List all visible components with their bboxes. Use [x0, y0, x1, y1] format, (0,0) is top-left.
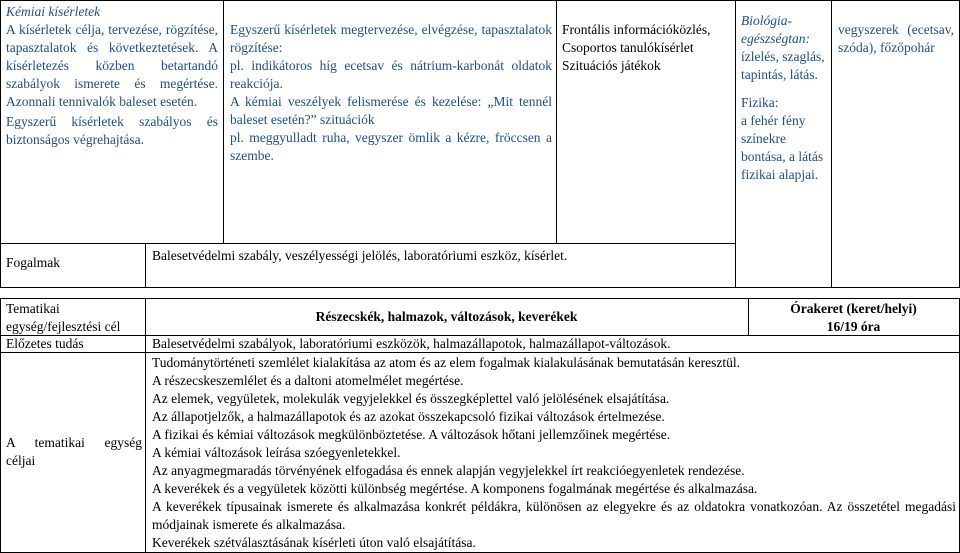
col1-heading: Kémiai kísérletek — [6, 4, 101, 19]
col1-text2: Egyszerű kísérletek szabályos és biztonságos végrehajtása. — [6, 114, 218, 147]
col2-line2: pl. indikátoros híg ecetsav és nátrium-karbonát oldatok reakciója. — [230, 58, 552, 91]
tematikai-label: Tematikai egység/fejlesztési cél — [6, 301, 121, 334]
fogalmak-divider — [145, 243, 146, 287]
unit-title: Részecskék, halmazok, változások, keverékek — [315, 309, 578, 324]
col2-content — [230, 21, 552, 165]
fogalmak-text: Balesetvédelmi szabály, veszélyességi jelölés, laboratóriumi eszköz, kísérlet. — [152, 248, 568, 263]
col3-line-2: Szituációs játékok — [562, 58, 661, 73]
goal-item: Tudománytörténeti szemlélet kialakítása az atom és az elem fogalmak kialakulásának bemutatásán keresztül. — [152, 355, 741, 370]
top-border — [0, 0, 960, 1]
col1-text1: A kísérletek célja, tervezése, rögzítése, tapasztalatok és következtetések. A kísérletezés közben betartandó szabályok ismerete és megértése. Azonnali tennivalók baleset esetén. — [6, 22, 218, 109]
goal-item: A kémiai változások leírása szóegyenletekkel. — [152, 445, 401, 460]
top-col-divider-4 — [831, 0, 832, 287]
elozetes-label: Előzetes tudás — [6, 336, 84, 351]
goal-item: Az elemek, vegyületek, molekulák vegyjelekkel és összegképlettel való jelölésének elsajátítása. — [152, 391, 670, 406]
goal-item: Keverékek szétválasztásának kísérleti úton való elsajátítása. — [152, 535, 476, 550]
bottom-top-border — [0, 298, 960, 299]
top-col-divider-3 — [735, 0, 736, 287]
col5-content: vegyszerek (ecetsav, szóda), főzőpohár — [838, 22, 954, 55]
fogalmak-label: Fogalmak — [6, 255, 60, 270]
goal-item: A részecskeszemlélet és a daltoni atomelmélet megértése. — [152, 373, 464, 388]
col3-content — [562, 21, 732, 75]
goal-item: A keverékek típusainak ismerete és alkalmazása konkrét példákra, különösen az elegyekre és az oldatokra vonatkozóan. Az összetétel megadási módjainak ismerete és alkalmazása. — [152, 499, 956, 532]
bottom-label-divider — [145, 298, 146, 553]
top-table-bottom-border — [0, 287, 960, 288]
goal-item: A keverékek és a vegyületek közötti különbség megértése. A komponens fogalmának megértése és alkalmazása. — [152, 481, 758, 496]
goal-item: Az állapotjelzők, a halmazállapotok és az azokat összekapcsoló fizikai változások értelmezése. — [152, 409, 665, 424]
col4-fizika-text: a fehér fény színekre bontása, a látás fizikai alapjai. — [741, 113, 824, 182]
goals-list — [152, 354, 956, 552]
top-col-divider-2 — [556, 0, 557, 243]
elozetes-text: Balesetvédelmi szabályok, laboratóriumi eszközök, halmazállapotok, halmazállapot-változások. — [152, 336, 671, 351]
col2-line3: A kémiai veszélyek felismerése és kezelése: „Mit tennél baleset esetén?” szituációk — [230, 94, 552, 127]
goal-item: Az anyagmegmaradás törvényének elfogadása és ennek alapján vegyjelekkel írt reakcióegyenletek rendezése. — [152, 463, 745, 478]
col3-line-0: Frontális információközlés, — [562, 22, 711, 37]
col2-line1: Egyszerű kísérletek megtervezése, elvégzése, tapasztalatok rögzítése: — [230, 22, 552, 55]
col1-content — [6, 3, 218, 149]
col4-title: Biológia-egészségtan: — [741, 13, 810, 46]
orakeret-value: 16/19 óra — [826, 319, 881, 334]
top-col-divider-1 — [223, 0, 224, 243]
orakeret-cell — [748, 300, 959, 336]
goal-item: A fizikai és kémiai változások megkülönböztetése. A változások hőtani jellemzőinek megértése. — [152, 427, 671, 442]
col4-fizika-title: Fizika: — [741, 95, 779, 110]
col4-content — [741, 12, 827, 184]
celjai-label: A tematikai egység céljai — [6, 435, 142, 468]
orakeret-label: Órakeret (keret/helyi) — [790, 301, 917, 316]
fogalmak-top-border — [0, 243, 735, 244]
col4-items: ízlelés, szaglás, tapintás, látás. — [741, 49, 825, 82]
col3-line-1: Csoportos tanulókísérlet — [562, 40, 694, 55]
bottom-left-border — [0, 298, 1, 553]
col2-line4: pl. meggyulladt ruha, vegyszer ömlik a kézre, fröccsen a szembe. — [230, 130, 552, 163]
